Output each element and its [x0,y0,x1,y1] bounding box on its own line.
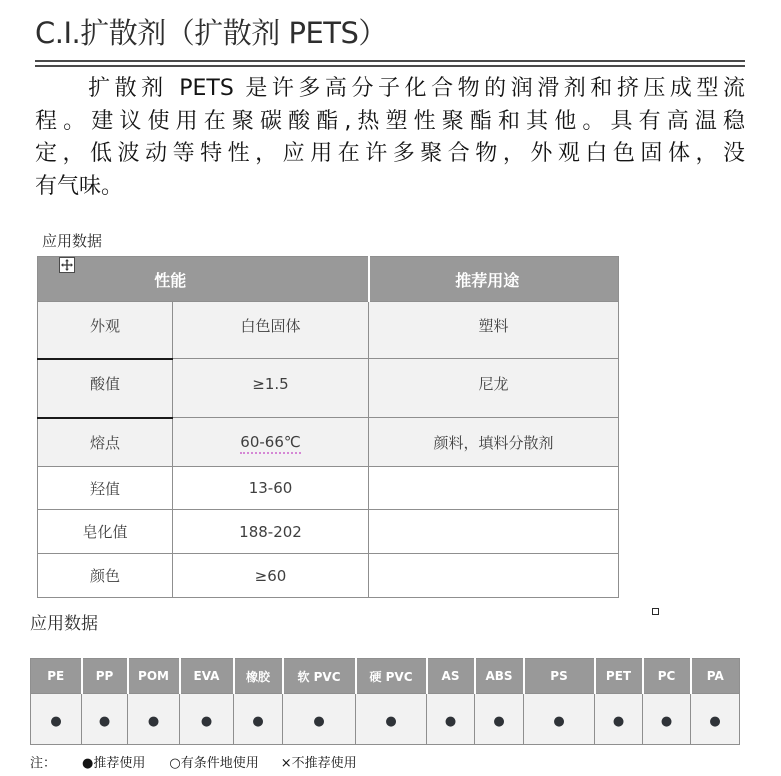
table-resize-handle[interactable] [652,608,659,615]
intro-line: 有气味。 [35,173,124,199]
mark-cell [128,694,180,745]
mark-cell [524,694,595,745]
title-divider [35,60,745,67]
application-table [30,658,740,745]
header-cell-property: 性能 [38,257,369,302]
polymer-column-header: 硬 PVC [356,659,427,694]
mark-cell [356,694,427,745]
mark-cell [643,694,691,745]
recommended-dot: ● [709,713,721,729]
section-label-application-data-2: 应用数据 [30,614,98,634]
move-icon [61,259,73,271]
property-name-cell: 羟值 [38,467,173,510]
recommended-dot: ● [147,713,160,729]
polymer-column-header: PS [524,659,595,694]
page-title: C.I.扩散剂（扩散剂 PETS） [35,16,387,50]
intro-paragraph [35,73,745,203]
polymer-column-header: 软 PVC [283,659,356,694]
property-name-cell: 外观 [38,302,173,359]
recommended-dot: ● [98,713,111,729]
property-use-cell [369,554,619,598]
mark-cell [82,694,128,745]
table-move-handle[interactable] [59,257,75,273]
polymer-column-header: 橡胶 [234,659,283,694]
mark-cell [427,694,475,745]
property-value-cell [173,418,369,467]
property-value-cell: 13-60 [173,467,369,510]
polymer-column-header: AS [427,659,475,694]
table-header-row [38,257,619,302]
recommended-dot: ● [660,713,673,729]
polymer-column-header: PE [31,659,82,694]
property-name-cell: 皂化值 [38,510,173,554]
recommended-dot: ● [200,713,213,729]
recommended-dot: ● [444,713,457,729]
intro-line: 定，低波动等特性，应用在许多聚合物，外观白色固体，没 [35,141,745,166]
property-name-cell: 颜色 [38,554,173,598]
polymer-column-header: EVA [180,659,234,694]
polymer-column-header: PET [595,659,643,694]
table-row [38,510,619,554]
intro-line: 扩散剂 PETS 是许多高分子化合物的润滑剂和挤压成型流 [35,76,745,101]
polymer-column-header: PC [643,659,691,694]
mark-cell [595,694,643,745]
document-page [0,13,781,776]
property-value-cell: ≥1.5 [173,359,369,418]
polymer-column-header: PA [691,659,740,694]
table-row [38,302,619,359]
table-row [38,554,619,598]
mark-cell [691,694,740,745]
application-marks-row [31,694,740,745]
property-name-cell: 酸值 [38,359,173,418]
polymer-column-header: PP [82,659,128,694]
property-use-cell [369,510,619,554]
mark-cell [475,694,524,745]
polymer-column-header: ABS [475,659,524,694]
property-use-cell: 塑料 [369,302,619,359]
property-name-cell: 熔点 [38,418,173,467]
legend-item-not-recommended: ×不推荐使用 [280,756,357,771]
legend-note [30,752,781,771]
polymer-column-header: POM [128,659,180,694]
recommended-dot: ● [612,713,625,729]
property-use-cell: 颜料，填料分散剂 [369,418,619,467]
recommended-dot: ● [50,713,62,729]
recommended-dot: ● [252,713,264,729]
property-value-cell: ≥60 [173,554,369,598]
recommended-dot: ● [553,713,565,729]
mark-cell [180,694,234,745]
legend-item-conditional: ○有条件地使用 [169,756,259,771]
section-label-application-data-1: 应用数据 [42,232,103,250]
table-row [38,359,619,418]
property-value-cell: 188-202 [173,510,369,554]
recommended-dot: ● [385,713,397,729]
property-use-cell [369,467,619,510]
mark-cell [283,694,356,745]
recommended-dot: ● [313,713,325,729]
legend-prefix: 注： [30,756,57,771]
table-row [38,418,619,467]
legend-item-recommended: ●推荐使用 [82,756,146,771]
property-use-cell: 尼龙 [369,359,619,418]
table-row [38,467,619,510]
spellcheck-underline: 60-66℃ [240,433,300,454]
intro-line: 程。建议使用在聚碳酸酯,热塑性聚酯和其他。具有高温稳 [35,108,745,134]
header-cell-recommended-use: 推荐用途 [369,257,619,302]
mark-cell [31,694,82,745]
mark-cell [234,694,283,745]
application-header-row [31,659,740,694]
recommended-dot: ● [493,713,505,729]
property-value-cell: 白色固体 [173,302,369,359]
properties-table [37,256,619,598]
